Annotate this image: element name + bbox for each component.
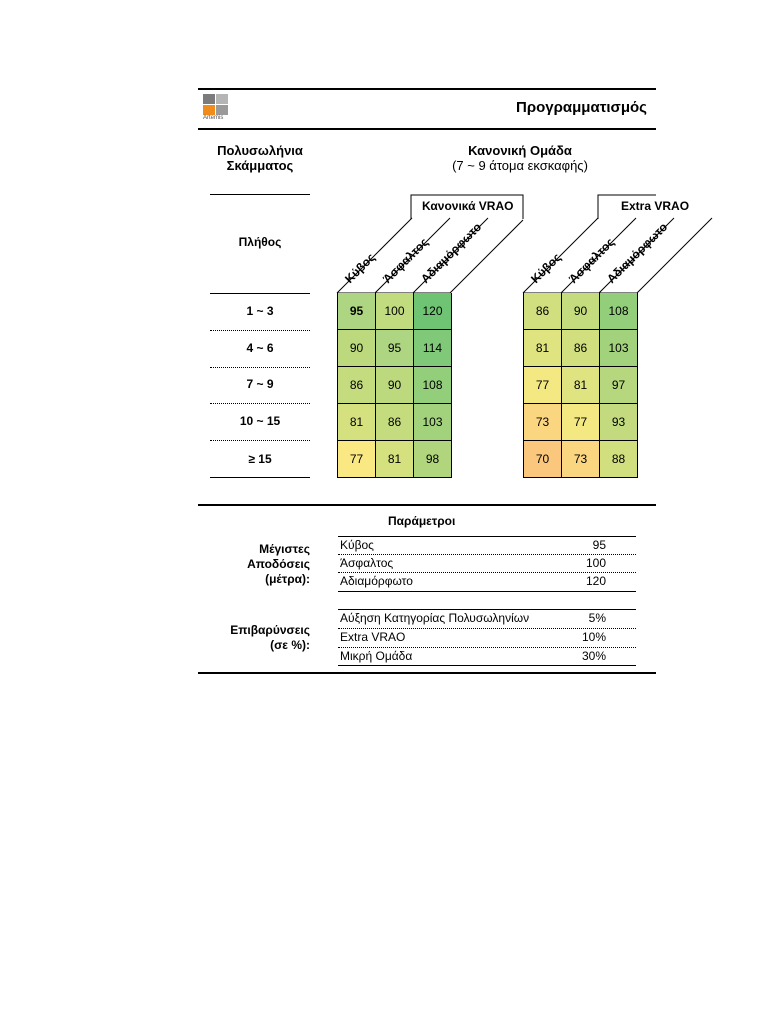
col-header: Κύβος <box>342 250 378 286</box>
param-label: Extra VRAO <box>340 630 406 644</box>
group-title: Κανονική Ομάδα <box>468 143 572 158</box>
value-cell: 73 <box>524 404 562 441</box>
param-label: Αύξηση Κατηγορίας Πολυσωληνίων <box>340 611 530 625</box>
page-title: Προγραμματισμός <box>516 99 647 116</box>
param-value: 95 <box>592 538 606 552</box>
value-cell: 70 <box>524 441 562 478</box>
param-row <box>338 536 636 555</box>
param-row <box>338 554 636 573</box>
block1-label: Κανονικά VRAO <box>422 199 514 213</box>
penalty-label <box>210 623 310 653</box>
param-row <box>338 572 636 591</box>
bottom-border <box>198 672 656 674</box>
param-label: Κύβος <box>340 538 374 552</box>
value-cell: 97 <box>600 367 638 404</box>
param-label: Μικρή Ομάδα <box>340 649 413 663</box>
value-cell: 77 <box>524 367 562 404</box>
params-title: Παράμετροι <box>388 514 456 528</box>
col-header: Αδιαμόρφωτο <box>604 219 671 286</box>
logo-text: Artemis <box>203 115 224 121</box>
max-label-line1: Μέγιστες <box>259 542 310 556</box>
param-row <box>338 609 636 628</box>
value-cell: 81 <box>376 441 414 478</box>
param-row <box>338 647 636 666</box>
params-divider <box>338 665 636 666</box>
block2-label: Extra VRAO <box>621 199 690 213</box>
value-cell: 114 <box>414 330 452 367</box>
param-value: 30% <box>581 649 606 663</box>
row-label: 4 ~ 6 <box>246 341 274 355</box>
value-cell: 86 <box>524 293 562 330</box>
value-cell: 86 <box>338 367 376 404</box>
max-label <box>210 542 310 587</box>
params-top-border <box>198 504 656 506</box>
param-value: 120 <box>585 574 606 588</box>
value-cell: 95 <box>338 293 376 330</box>
value-cell: 90 <box>376 367 414 404</box>
value-cell: 98 <box>414 441 452 478</box>
param-divider <box>338 591 636 592</box>
col-header: Κύβος <box>528 250 564 286</box>
value-cell: 73 <box>562 441 600 478</box>
penalty-label-line1: Επιβαρύνσεις <box>230 623 310 637</box>
pipes-title-line1: Πολυσωλήνια <box>217 143 303 158</box>
count-label: Πλήθος <box>238 235 282 249</box>
param-label: Άσφαλτος <box>340 556 394 570</box>
pipes-title-line2: Σκάμματος <box>226 158 294 173</box>
value-cell: 86 <box>562 330 600 367</box>
value-cell: 81 <box>338 404 376 441</box>
param-value: 100 <box>585 556 606 570</box>
value-cell: 88 <box>600 441 638 478</box>
group-subtitle: (7 ~ 9 άτομα εκσκαφής) <box>452 158 588 173</box>
penalty-label-line2: (σε %): <box>270 638 310 652</box>
value-cell: 93 <box>600 404 638 441</box>
param-row <box>338 628 636 647</box>
value-cell: 90 <box>562 293 600 330</box>
value-cell: 77 <box>338 441 376 478</box>
value-cell: 81 <box>524 330 562 367</box>
value-cell: 108 <box>600 293 638 330</box>
row-label: 1 ~ 3 <box>246 304 274 318</box>
max-label-line3: (μέτρα): <box>265 572 310 586</box>
value-cell: 81 <box>562 367 600 404</box>
col-header: Άσφαλτος <box>380 235 432 286</box>
value-cell: 90 <box>338 330 376 367</box>
value-cell: 86 <box>376 404 414 441</box>
value-cell: 108 <box>414 367 452 404</box>
col-header: Άσφαλτος <box>566 235 618 286</box>
value-cell: 77 <box>562 404 600 441</box>
row-label: 10 ~ 15 <box>239 414 281 428</box>
value-cell: 100 <box>376 293 414 330</box>
block2-grid <box>523 293 638 478</box>
param-value: 10% <box>581 630 606 644</box>
max-label-line2: Αποδόσεις <box>247 557 310 571</box>
block1-grid <box>337 293 452 478</box>
row-label: 7 ~ 9 <box>246 377 274 391</box>
value-cell: 103 <box>600 330 638 367</box>
value-cell: 95 <box>376 330 414 367</box>
param-value: 5% <box>588 611 606 625</box>
col-header: Αδιαμόρφωτο <box>418 219 485 286</box>
value-cell: 120 <box>414 293 452 330</box>
param-label: Αδιαμόρφωτο <box>340 574 413 588</box>
row-label: ≥ 15 <box>248 452 272 466</box>
value-cell: 103 <box>414 404 452 441</box>
